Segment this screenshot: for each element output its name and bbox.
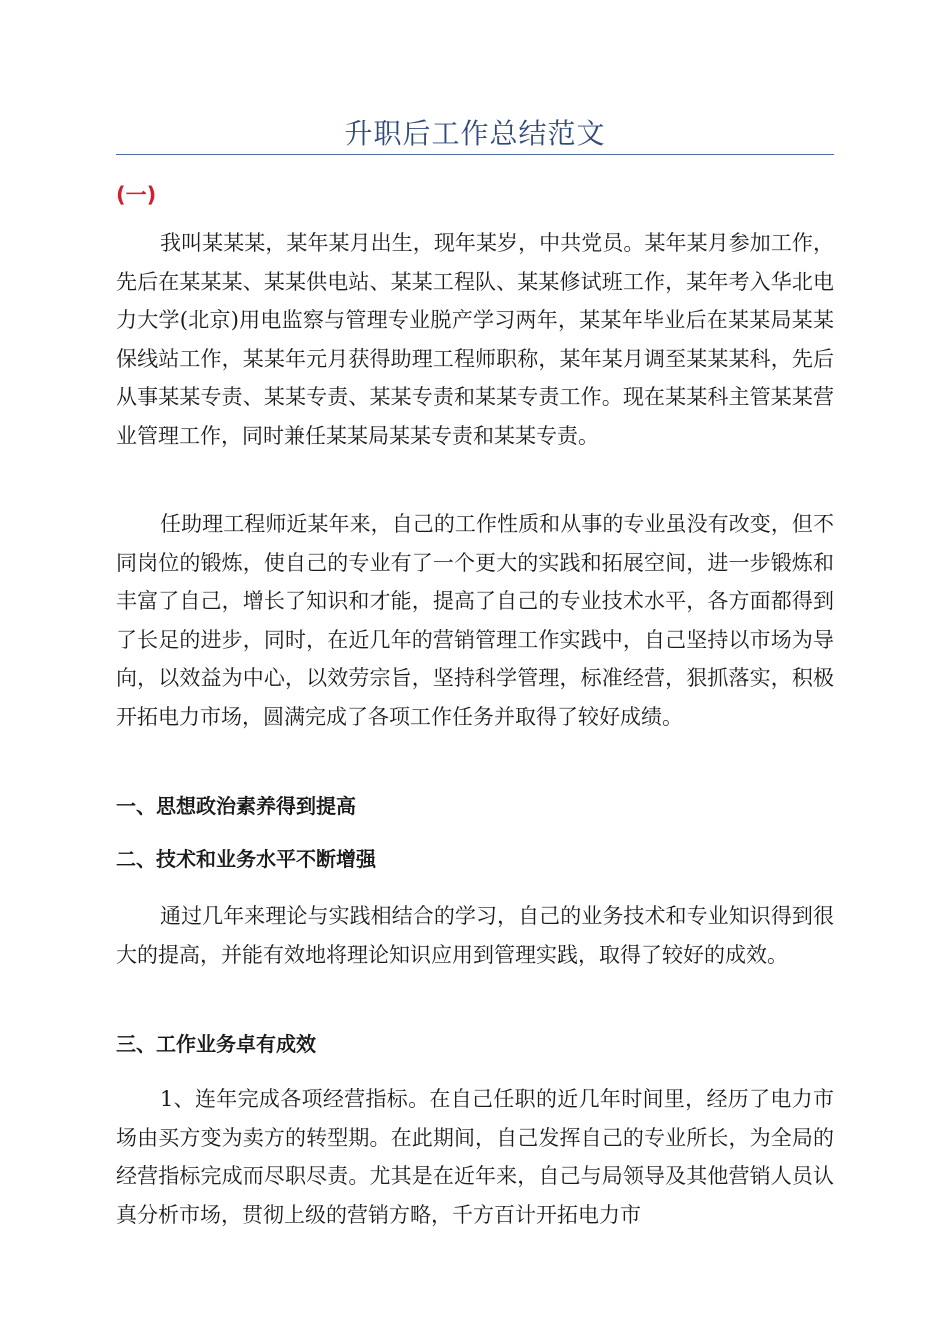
paragraph-indicators: 1、连年完成各项经营指标。在自己任职的近几年时间里，经历了电力市场由买方变为卖方的转型期。在此期间，自己发挥自己的专业所长，为全局的经营指标完成而尽职尽责。尤其是在近年来，自己与局领导及其他营销人员认真分析市场，贯彻上级的营销方略，千方百计开拓电力市 <box>116 1087 834 1227</box>
title-underline <box>116 154 834 155</box>
heading-political: 一、思想政治素养得到提高 <box>116 794 356 818</box>
paragraph-intro: 我叫某某某，某年某月出生，现年某岁，中共党员。某年某月参加工作，先后在某某某、某某供电站、某某工程队、某某修试班工作，某年考入华北电力大学(北京)用电监察与管理专业脱产学习两年，某某年毕业后在某某局某某保线站工作，某某年元月获得助理工程师职称，某年某月调至某某某科，先后从事某某专责、某某专责、某某专责和某某专责工作。现在某某科主管某某营业管理工作，同时兼任某某局某某专责和某某专责。 <box>116 231 834 448</box>
heading-technical: 二、技术和业务水平不断增强 <box>116 847 376 871</box>
paragraph-technical: 通过几年来理论与实践相结合的学习，自己的业务技术和专业知识得到很大的提高，并能有效地将理论知识应用到管理实践，取得了较好的成效。 <box>116 904 834 967</box>
paragraph-experience: 任助理工程师近某年来，自己的工作性质和从事的专业虽没有改变，但不同岗位的锻炼，使自己的专业有了一个更大的实践和拓展空间，进一步锻炼和丰富了自己，增长了知识和才能，提高了自己的专业技术水平，各方面都得到了长足的进步，同时，在近几年的营销管理工作实践中，自己坚持以市场为导向，以效益为中心，以效劳宗旨，坚持科学管理，标准经营，狠抓落实，积极开拓电力市场，圆满完成了各项工作任务并取得了较好成绩。 <box>116 512 834 729</box>
document-title: 升职后工作总结范文 <box>344 117 606 150</box>
section-label: (一) <box>116 183 157 207</box>
heading-achievements: 三、工作业务卓有成效 <box>116 1032 316 1056</box>
